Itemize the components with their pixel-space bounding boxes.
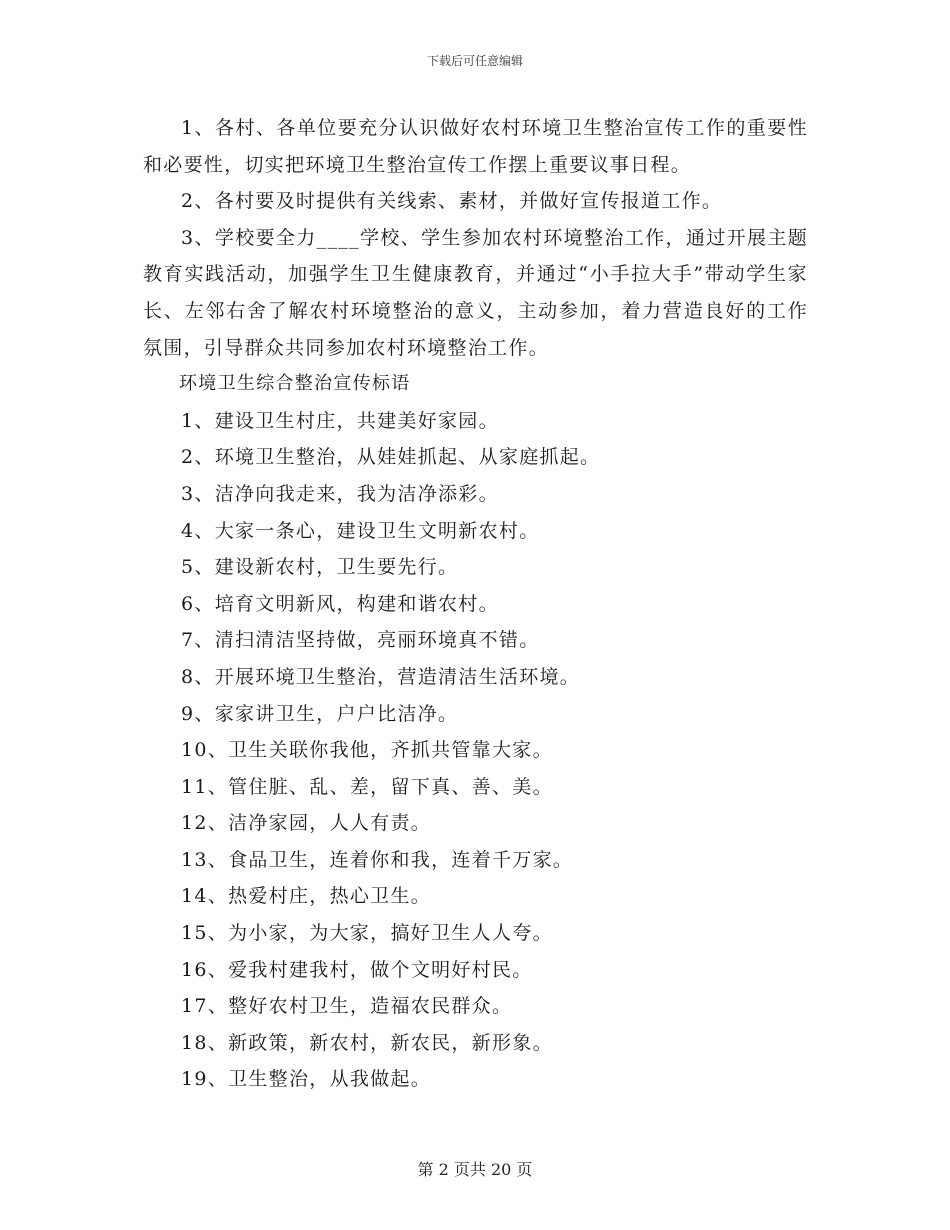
slogan-item: 8、开展环境卫生整治，营造清洁生活环境。 (181, 665, 581, 688)
slogan-item: 14、热爱村庄，热心卫生。 (181, 885, 432, 908)
page-number: 第 2 页共 20 页 (417, 1160, 533, 1179)
slogan-item: 13、食品卫生，连着你和我，连着千万家。 (181, 848, 574, 871)
slogan-item: 3、洁净向我走来，我为洁净添彩。 (181, 482, 499, 505)
slogan-item: 12、洁净家园，人人有责。 (181, 812, 432, 835)
document-body (143, 110, 808, 1098)
slogan-item: 17、整好农村卫生，造福农民群众。 (181, 995, 513, 1018)
slogan-item: 6、培育文明新风，构建和谐农村。 (181, 592, 499, 615)
slogan-item: 19、卫生整治，从我做起。 (181, 1068, 432, 1091)
page-header-note: 下载后可任意编辑 (426, 54, 523, 68)
slogan-item: 9、家家讲卫生，户户比洁净。 (181, 702, 459, 725)
slogan-item: 4、大家一条心，建设卫生文明新农村。 (181, 519, 540, 542)
paragraph-1: 1、各村、各单位要充分认识做好农村环境卫生整治宣传工作的重要性和必要性，切实把环境卫生整治宣传工作摆上重要议事日程。 (143, 117, 808, 176)
slogan-item: 2、环境卫生整治，从娃娃抓起、从家庭抓起。 (181, 446, 601, 469)
slogan-item: 16、爱我村建我村，做个文明好村民。 (181, 958, 533, 981)
slogan-item: 7、清扫清洁坚持做，亮丽环境真不错。 (181, 629, 540, 652)
slogan-list (143, 403, 808, 1098)
slogan-item: 5、建设新农村，卫生要先行。 (181, 556, 459, 579)
paragraph-2: 2、各村要及时提供有关线索、素材，并做好宣传报道工作。 (181, 190, 723, 213)
slogan-item: 1、建设卫生村庄，共建美好家园。 (181, 409, 499, 432)
slogan-item: 18、新政策，新农村，新农民，新形象。 (181, 1031, 553, 1054)
section-subtitle: 环境卫生综合整治宣传标语 (179, 373, 411, 395)
slogan-item: 11、管住脏、乱、差，留下真、善、美。 (181, 775, 553, 798)
slogan-item: 10、卫生关联你我他，齐抓共管靠大家。 (181, 739, 553, 762)
paragraph-3: 3、学校要全力____学校、学生参加农村环境整治工作，通过开展主题教育实践活动，加强学生卫生健康教育，并通过“小手拉大手”带动学生家长、左邻右舍了解农村环境整治的意义，主动参加，着力营造良好的工作氛围，引导群众共同参加农村环境整治工作。 (143, 226, 808, 359)
slogan-item: 15、为小家，为大家，搞好卫生人人夸。 (181, 922, 553, 945)
